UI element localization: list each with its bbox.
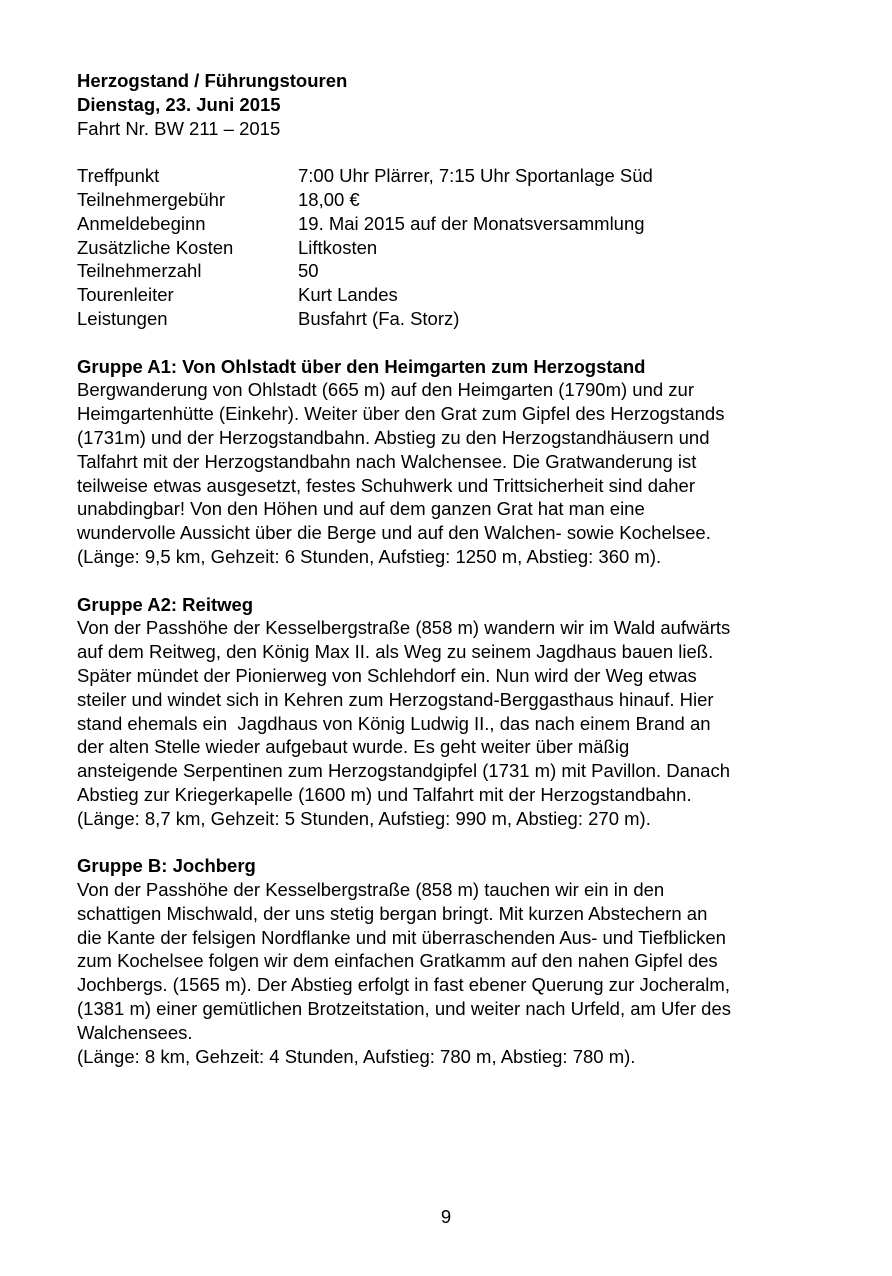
spacer [77,569,837,593]
paragraph-line: (Länge: 9,5 km, Gehzeit: 6 Stunden, Aufstieg: 1250 m, Abstieg: 360 m). [77,545,662,567]
group-title: Gruppe A1: Von Ohlstadt über den Heimgarten zum Herzogstand [77,355,646,377]
event-date: Dienstag, 23. Juni 2015 [77,93,281,115]
paragraph-line: schattigen Mischwald, der uns stetig bergan bringt. Mit kurzen Abstechern an [77,902,708,924]
info-label: Teilnehmerzahl [77,260,202,282]
info-label: Treffpunkt [77,165,160,187]
paragraph-line: auf dem Reitweg, den König Max II. als Weg zu seinem Jagdhaus bauen ließ. [77,641,714,663]
trip-number: Fahrt Nr. BW 211 – 2015 [77,117,281,139]
paragraph-line: ansteigende Serpentinen zum Herzogstandgipfel (1731 m) mit Pavillon. Danach [77,760,731,782]
paragraph-line: (Länge: 8,7 km, Gehzeit: 5 Stunden, Aufstieg: 990 m, Abstieg: 270 m). [77,807,651,829]
paragraph-line: Heimgartenhütte (Einkehr). Weiter über den Grat zum Gipfel des Herzogstands [77,403,725,425]
info-row-additional-costs [77,236,837,260]
paragraph-line: (1731m) und der Herzogstandbahn. Abstieg zu den Herzogstandhäusern und [77,426,710,448]
info-value: 19. Mai 2015 auf der Monatsversammlung [298,212,645,234]
info-value: Kurt Landes [298,284,398,306]
info-table [77,164,837,331]
paragraph-line: (Länge: 8 km, Gehzeit: 4 Stunden, Aufstieg: 780 m, Abstieg: 780 m). [77,1045,636,1067]
info-value: 50 [298,260,319,282]
info-label: Tourenleiter [77,284,174,306]
info-row-meeting-point [77,164,837,188]
info-value: Busfahrt (Fa. Storz) [298,307,460,329]
info-label: Zusätzliche Kosten [77,236,234,258]
info-value: 7:00 Uhr Plärrer, 7:15 Uhr Sportanlage Süd [298,165,653,187]
spacer [77,140,837,164]
info-label: Anmeldebeginn [77,212,206,234]
paragraph-line: unabdingbar! Von den Höhen und auf dem ganzen Grat hat man eine [77,498,645,520]
paragraph-line: Später mündet der Pionierweg von Schlehdorf ein. Nun wird der Weg etwas [77,664,697,686]
paragraph-line: Abstieg zur Kriegerkapelle (1600 m) und Talfahrt mit der Herzogstandbahn. [77,783,692,805]
spacer [77,331,837,355]
info-value: 18,00 € [298,188,360,210]
info-row-services [77,307,837,331]
paragraph-line: Bergwanderung von Ohlstadt (665 m) auf den Heimgarten (1790m) und zur [77,379,695,401]
paragraph-line: steiler und windet sich in Kehren zum Herzogstand-Berggasthaus hinauf. Hier [77,688,714,710]
paragraph-line: die Kante der felsigen Nordflanke und mit überraschenden Aus- und Tiefblicken [77,926,726,948]
group-section-a2 [77,593,837,831]
info-label: Leistungen [77,307,168,329]
paragraph-line: wundervolle Aussicht über die Berge und auf den Walchen- sowie Kochelsee. [77,522,711,544]
info-value: Liftkosten [298,236,378,258]
paragraph-line: der alten Stelle wieder aufgebaut wurde. Es geht weiter über mäßig [77,736,630,758]
info-row-participants [77,259,837,283]
group-title: Gruppe B: Jochberg [77,855,256,877]
info-label: Teilnehmergebühr [77,188,226,210]
info-row-registration [77,212,837,236]
paragraph-line: Von der Passhöhe der Kesselbergstraße (858 m) wandern wir im Wald aufwärts [77,617,731,639]
header-block [77,69,837,140]
group-title: Gruppe A2: Reitweg [77,593,254,615]
paragraph-line: Jochbergs. (1565 m). Der Abstieg erfolgt in fast ebener Querung zur Jocheralm, [77,974,730,996]
paragraph-line: zum Kochelsee folgen wir dem einfachen Gratkamm auf den nahen Gipfel des [77,950,718,972]
info-row-fee [77,188,837,212]
paragraph-line: (1381 m) einer gemütlichen Brotzeitstation, und weiter nach Urfeld, am Ufer des [77,998,731,1020]
paragraph-line: Talfahrt mit der Herzogstandbahn nach Walchensee. Die Gratwanderung ist [77,450,697,472]
paragraph-line: Walchensees. [77,1021,193,1043]
page-number: 9 [440,1206,452,1227]
spacer [77,831,837,855]
group-section-a1 [77,355,837,569]
paragraph-line: Von der Passhöhe der Kesselbergstraße (858 m) tauchen wir ein in den [77,879,665,901]
group-section-b [77,854,837,1068]
paragraph-line: stand ehemals ein Jagdhaus von König Ludwig II., das nach einem Brand an [77,712,711,734]
page-title: Herzogstand / Führungstouren [77,70,348,91]
paragraph-line: teilweise etwas ausgesetzt, festes Schuhwerk und Trittsicherheit sind daher [77,474,696,496]
document-page [77,69,837,1068]
info-row-tour-leader [77,283,837,307]
